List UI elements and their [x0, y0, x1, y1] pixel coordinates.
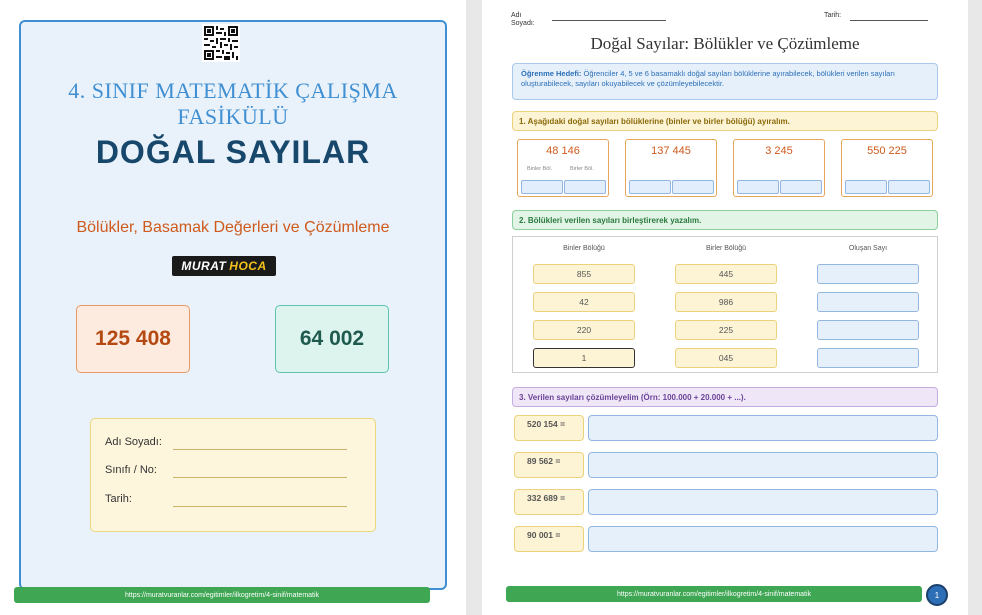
section3-heading: 3. Verilen sayıları çözümleyelim (Örn: 100.000 + 20.000 + ...). — [512, 387, 938, 407]
s1-label-thousands: Binler Böl. — [527, 166, 553, 172]
row2-ones: 986 — [675, 292, 777, 312]
sheet-title: Doğal Sayılar: Bölükler ve Çözümleme — [590, 34, 860, 53]
name-label: Adı Soyadı: — [105, 436, 162, 448]
s3-answer-input[interactable] — [588, 415, 938, 441]
sheet-name-line[interactable] — [552, 20, 666, 21]
cover-title-line2: FASİKÜLÜ — [177, 104, 289, 129]
section2-heading: 2. Bölükleri verilen sayıları birleştirerek yazalım. — [512, 210, 938, 230]
s1-answer-thousands[interactable] — [845, 180, 887, 194]
s3-number-label: 520 154 = — [514, 415, 584, 441]
example-number-teal: 64 002 — [275, 305, 389, 373]
sheet-date-label: Tarih: — [824, 12, 842, 19]
example-number-orange: 125 408 — [76, 305, 190, 373]
class-line[interactable] — [173, 477, 347, 478]
row3-result-input[interactable] — [817, 320, 919, 340]
row1-result-input[interactable] — [817, 264, 919, 284]
s1-answer-thousands[interactable] — [521, 180, 563, 194]
cover-subtitle: Bölükler, Basamak Değerleri ve Çözümleme — [76, 219, 390, 236]
s1-answer-ones[interactable] — [888, 180, 930, 194]
s1-answer-thousands[interactable] — [629, 180, 671, 194]
worksheet-page — [482, 0, 968, 615]
page-number-badge: 1 — [926, 584, 948, 606]
class-label: Sınıfı / No: — [105, 464, 157, 476]
s1-number: 137 445 — [651, 145, 691, 157]
cover-footer-link[interactable]: https://muratvuranlar.com/egitimler/ilkogretim/4-sinif/matematik — [14, 587, 430, 603]
s3-number-label: 89 562 = — [514, 452, 584, 478]
date-line[interactable] — [173, 506, 347, 507]
row4-ones: 045 — [675, 348, 777, 368]
row2-thousands: 42 — [533, 292, 635, 312]
goal-text: Öğrenciler 4, 5 ve 6 basamaklı doğal sayıları bölüklerine ayırabilecek, bölükleri verilen sayıları oluşturabilecek, sayıları okuyabilecek ve çözümleyebilecektir. — [521, 69, 895, 88]
sheet-date-line[interactable] — [850, 20, 928, 21]
murat-hoca-logo — [172, 256, 276, 276]
sheet-footer-link[interactable]: https://muratvuranlar.com/egitimler/ilkogretim/4-sinif/matematik — [506, 586, 922, 602]
section2-table — [512, 236, 938, 373]
s1-number: 3 245 — [765, 145, 793, 157]
s1-answer-thousands[interactable] — [737, 180, 779, 194]
row3-ones: 225 — [675, 320, 777, 340]
goal-label: Öğrenme Hedefi: — [521, 69, 582, 78]
row2-result-input[interactable] — [817, 292, 919, 312]
logo-text-murat: MURAT — [181, 259, 227, 273]
s3-answer-input[interactable] — [588, 489, 938, 515]
cover-page — [0, 0, 466, 615]
student-info-box — [90, 418, 376, 532]
row3-thousands: 220 — [533, 320, 635, 340]
row1-thousands: 855 — [533, 264, 635, 284]
s1-label-ones: Birler Böl. — [570, 166, 594, 172]
cover-main-title: DOĞAL SAYILAR — [95, 134, 371, 170]
s1-number-card — [841, 139, 933, 197]
s3-answer-input[interactable] — [588, 452, 938, 478]
col-header-ones: Birler Bölüğü — [705, 245, 747, 252]
row4-result-input[interactable] — [817, 348, 919, 368]
s1-answer-ones[interactable] — [672, 180, 714, 194]
s1-number: 550 225 — [867, 145, 907, 157]
date-label: Tarih: — [105, 493, 132, 505]
s1-number: 48 146 — [546, 145, 580, 157]
name-line[interactable] — [173, 449, 347, 450]
col-header-thousands: Binler Bölüğü — [563, 245, 605, 252]
logo-text-hoca: HOCA — [229, 259, 267, 273]
col-header-result: Oluşan Sayı — [848, 245, 888, 252]
s3-number-label: 90 001 = — [514, 526, 584, 552]
s1-answer-ones[interactable] — [564, 180, 606, 194]
s1-number-card — [625, 139, 717, 197]
s1-answer-ones[interactable] — [780, 180, 822, 194]
cover-title — [40, 78, 426, 130]
s3-number-label: 332 689 = — [514, 489, 584, 515]
cover-title-line1: 4. SINIF MATEMATİK ÇALIŞMA — [68, 78, 398, 103]
learning-goal-box — [512, 63, 938, 100]
s3-answer-input[interactable] — [588, 526, 938, 552]
row4-thousands: 1 — [533, 348, 635, 368]
sheet-name-label: Adı Soyadı: — [511, 12, 535, 27]
s1-number-card — [733, 139, 825, 197]
row1-ones: 445 — [675, 264, 777, 284]
s1-number-card — [517, 139, 609, 197]
qr-code-icon — [202, 24, 240, 62]
section1-heading: 1. Aşağıdaki doğal sayıları bölüklerine (binler ve birler bölüğü) ayıralım. — [512, 111, 938, 131]
